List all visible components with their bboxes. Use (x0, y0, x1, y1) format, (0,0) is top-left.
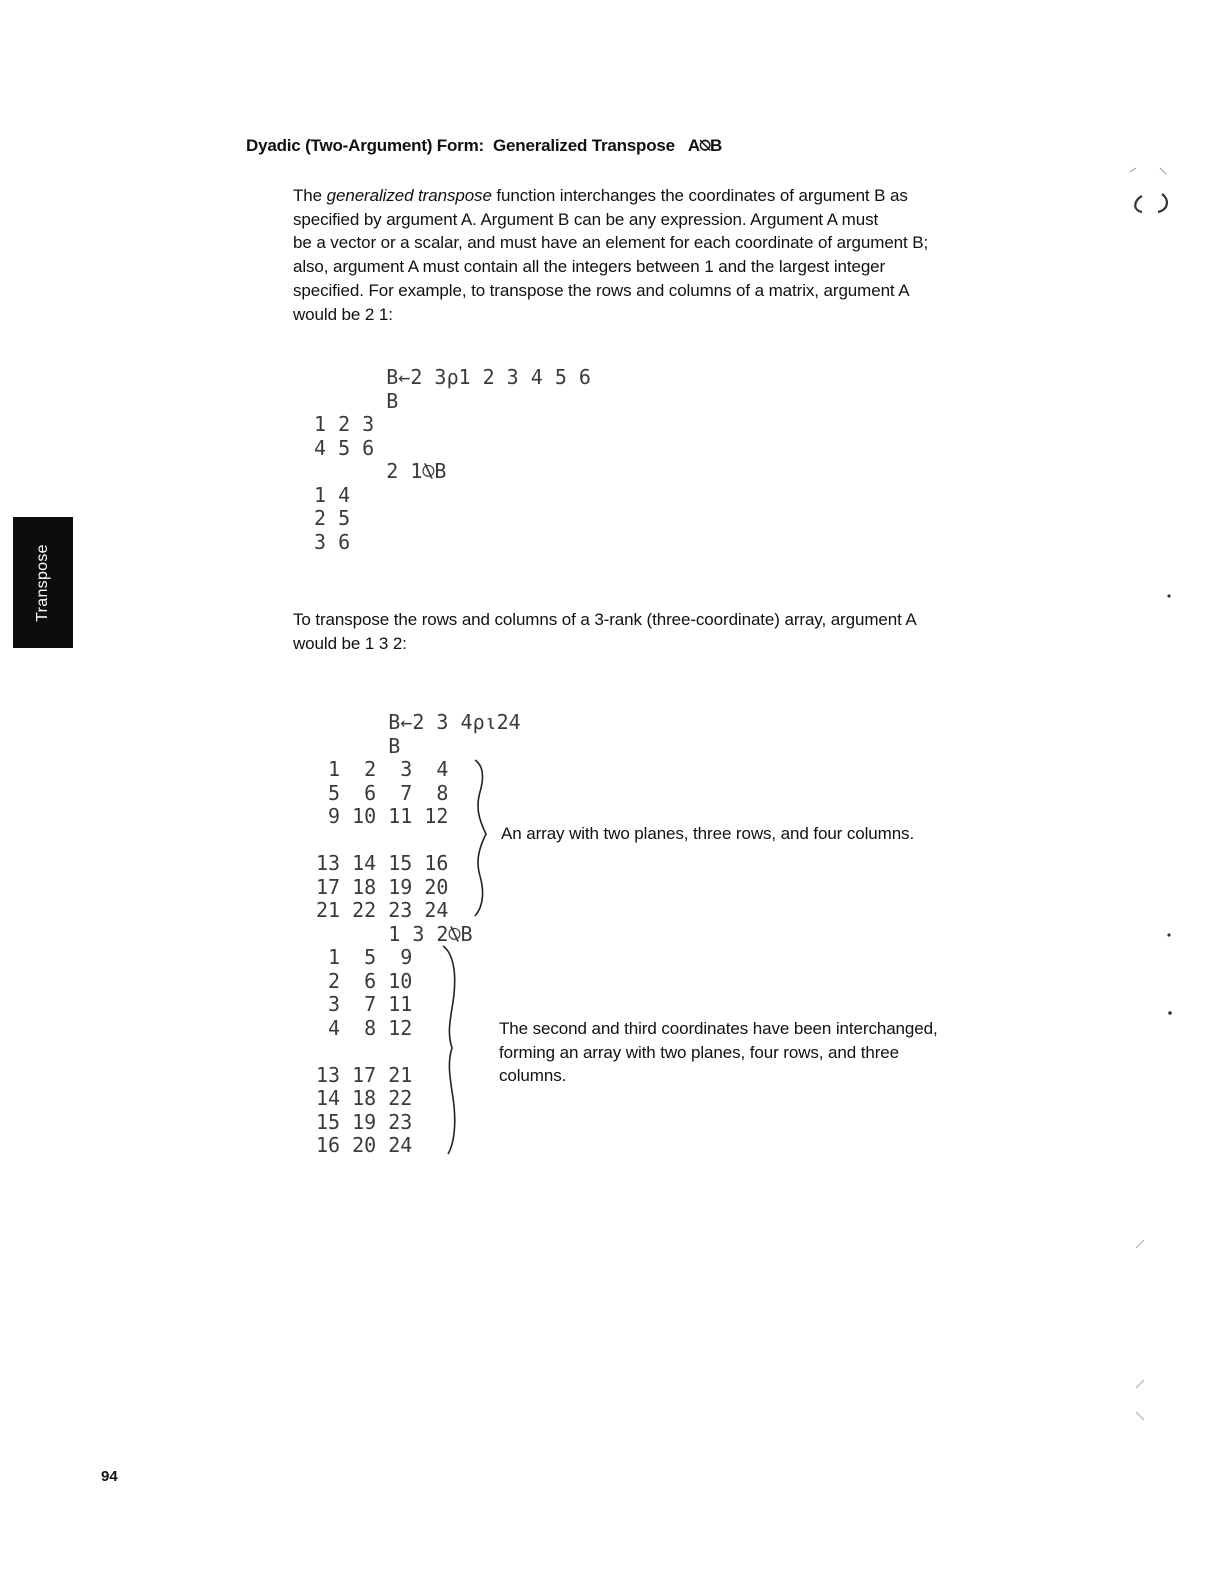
code-line: 1 2 3 4 (316, 757, 449, 781)
term-generalized-transpose: generalized transpose (326, 186, 492, 205)
code-line: B←2 3 4⍴⍳24 (316, 710, 521, 734)
note-second-line-1: The second and third coordinates have been interchanged, (499, 1019, 938, 1038)
para2-line-1: To transpose the rows and columns of a 3-rank (three-coordinate) array, argument A (293, 610, 917, 629)
code-line: 13 14 15 16 (316, 851, 449, 875)
code-line: 1 3 2⍉B (316, 921, 473, 946)
intro-line-6: would be 2 1: (293, 304, 393, 324)
note-second-line-3: columns. (499, 1066, 567, 1086)
code-line: 3 7 11 (316, 992, 413, 1016)
code-line: 9 10 11 12 (316, 804, 449, 828)
heading-title: Generalized Transpose (493, 136, 675, 155)
note-first-text: An array with two planes, three rows, and four columns. (501, 824, 915, 843)
code-line: 15 19 23 (316, 1109, 413, 1134)
heading-prefix: Dyadic (Two-Argument) Form: (246, 136, 484, 155)
code-line: B (316, 733, 401, 758)
code-line: 1 2 3 (314, 412, 375, 436)
code-line: 4 8 12 (316, 1015, 413, 1040)
intro-line-3: be a vector or a scalar, and must have an element for each coordinate of argument B; (293, 233, 929, 253)
intro-line-5: specified. For example, to transpose the rows and columns of a matrix, argument A (293, 280, 910, 300)
code-line: 17 18 19 20 (316, 874, 449, 899)
code-line: 5 6 7 8 (316, 780, 449, 805)
code-line: 4 5 6 (314, 435, 375, 460)
heading-symbol: A⍉B (687, 136, 723, 155)
note-second-line-2: forming an array with two planes, four rows, and three (499, 1042, 899, 1062)
page-number: 94 (101, 1468, 118, 1485)
side-tab-label: Transpose (34, 543, 51, 622)
code-line: 1 4 (314, 482, 351, 507)
code-line: 14 18 22 (316, 1086, 413, 1110)
code-line: 2 6 10 (316, 968, 413, 993)
code-line: 21 22 23 24 (316, 898, 449, 922)
intro-line-2: specified by argument A. Argument B can be any expression. Argument A must (293, 209, 879, 229)
intro-line-1: The generalized transpose function interchanges the coordinates of argument B as (293, 186, 908, 205)
code-line: B (314, 388, 399, 413)
code-line: 16 20 24 (316, 1133, 413, 1157)
para2-line-2: would be 1 3 2: (293, 633, 407, 653)
code-line: 2 1⍉B (314, 459, 447, 483)
code-line: 1 5 9 (316, 945, 413, 969)
code-line: 13 17 21 (316, 1062, 413, 1087)
code-line: 2 5 (314, 506, 351, 530)
code-line: 3 6 (314, 529, 351, 554)
intro-line-4: also, argument A must contain all the integers between 1 and the largest integer (293, 257, 886, 277)
code-line: B←2 3⍴1 2 3 4 5 6 (314, 365, 591, 389)
